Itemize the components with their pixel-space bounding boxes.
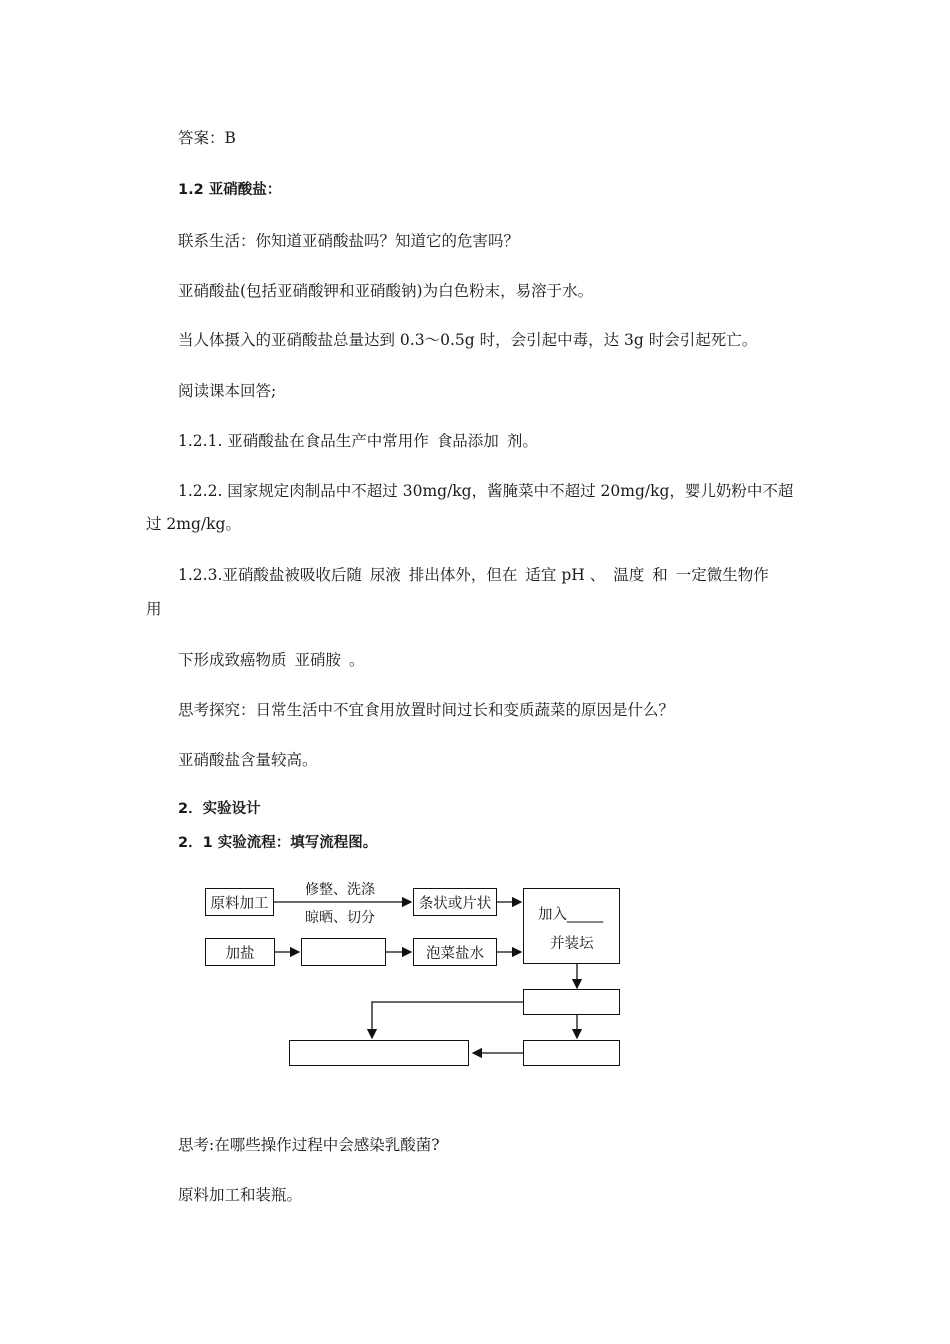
question-1-2-3-line1	[178, 565, 769, 585]
box-brine	[413, 938, 497, 966]
box-strips	[413, 888, 497, 916]
box-raw-material-label: 原料加工	[210, 895, 269, 912]
q123-answer-nitrosamine: 亚硝胺	[294, 651, 342, 669]
flowchart	[195, 872, 635, 1092]
answer-line: 答案：B	[178, 129, 236, 147]
q121-answer: 食品添加	[436, 432, 499, 450]
box-add-line2: 并装坛	[550, 936, 594, 952]
box-blank-2	[523, 989, 620, 1015]
q123-answer-temperature: 温度	[613, 566, 645, 584]
label-trim-wash: 修整、洗涤	[305, 882, 375, 898]
box-add-line1: 加入_____	[538, 907, 604, 923]
section-1-2-heading: 1.2 亚硝酸盐：	[178, 182, 282, 198]
q121-text-a: 1.2.1. 亚硝酸盐在食品生产中常用作	[178, 432, 429, 450]
question-1-2-1	[178, 431, 538, 451]
think-answer-1: 亚硝酸盐含量较高。	[178, 751, 318, 769]
think-answer-2: 原料加工和装瓶。	[178, 1186, 303, 1204]
cropped-caption-area	[215, 1080, 475, 1092]
q123-answer-urine: 尿液	[369, 566, 401, 584]
q121-text-c: 剂。	[506, 432, 538, 450]
think-question-2: 思考:在哪些操作过程中会感染乳酸菌?	[178, 1136, 440, 1154]
box-blank-4	[523, 1040, 620, 1066]
question-1-2-2-line1: 1.2.2. 国家规定肉制品中不超过 30mg/kg，酱腌菜中不超过 20mg/kg，婴儿奶粉中不超	[178, 482, 794, 500]
q123-text-and: 和	[652, 566, 668, 584]
section-2-heading: 2．实验设计	[178, 801, 261, 817]
q123-answer-ph: 适宜 pH 、	[525, 566, 606, 584]
box-raw-material	[205, 888, 274, 916]
q123-text-a: 1.2.3.亚硝酸盐被吸收后随	[178, 566, 362, 584]
question-1-2-3-line2: 用	[146, 600, 162, 618]
box-strips-label: 条状或片状	[418, 895, 492, 912]
paragraph-intro: 亚硝酸盐(包括亚硝酸钾和亚硝酸钠)为白色粉末，易溶于水。	[178, 282, 594, 300]
box-blank-3	[289, 1040, 469, 1066]
question-1-2-2-line2: 过 2mg/kg。	[146, 515, 241, 533]
box-salt-label: 加盐	[225, 945, 255, 962]
label-dry-cut: 晾晒、切分	[305, 910, 375, 926]
box-salt	[205, 938, 275, 966]
q123-text-line3a: 下形成致癌物质	[178, 651, 287, 669]
paragraph-read: 阅读课本回答;	[178, 382, 277, 400]
paragraph-life: 联系生活：你知道亚硝酸盐吗？知道它的危害吗？	[178, 232, 520, 250]
question-1-2-3-line3	[178, 650, 365, 670]
arrow-ferment-left	[372, 1002, 523, 1038]
q123-text-line3c: 。	[349, 651, 365, 669]
paragraph-dose: 当人体摄入的亚硝酸盐总量达到 0.3～0.5g 时，会引起中毒，达 3g 时会引起死亡。	[178, 331, 758, 349]
box-brine-label: 泡菜盐水	[426, 945, 484, 962]
q123-text-c: 排出体外，但在	[408, 566, 518, 584]
box-add-and-jar	[523, 888, 620, 964]
think-question-1: 思考探究：日常生活中不宜食用放置时间过长和变质蔬菜的原因是什么？	[178, 701, 675, 719]
q123-answer-microbe: 一定微生物作	[675, 566, 769, 584]
box-blank-1	[301, 938, 386, 966]
section-2-1-heading: 2．1 实验流程：填写流程图。	[178, 835, 378, 851]
